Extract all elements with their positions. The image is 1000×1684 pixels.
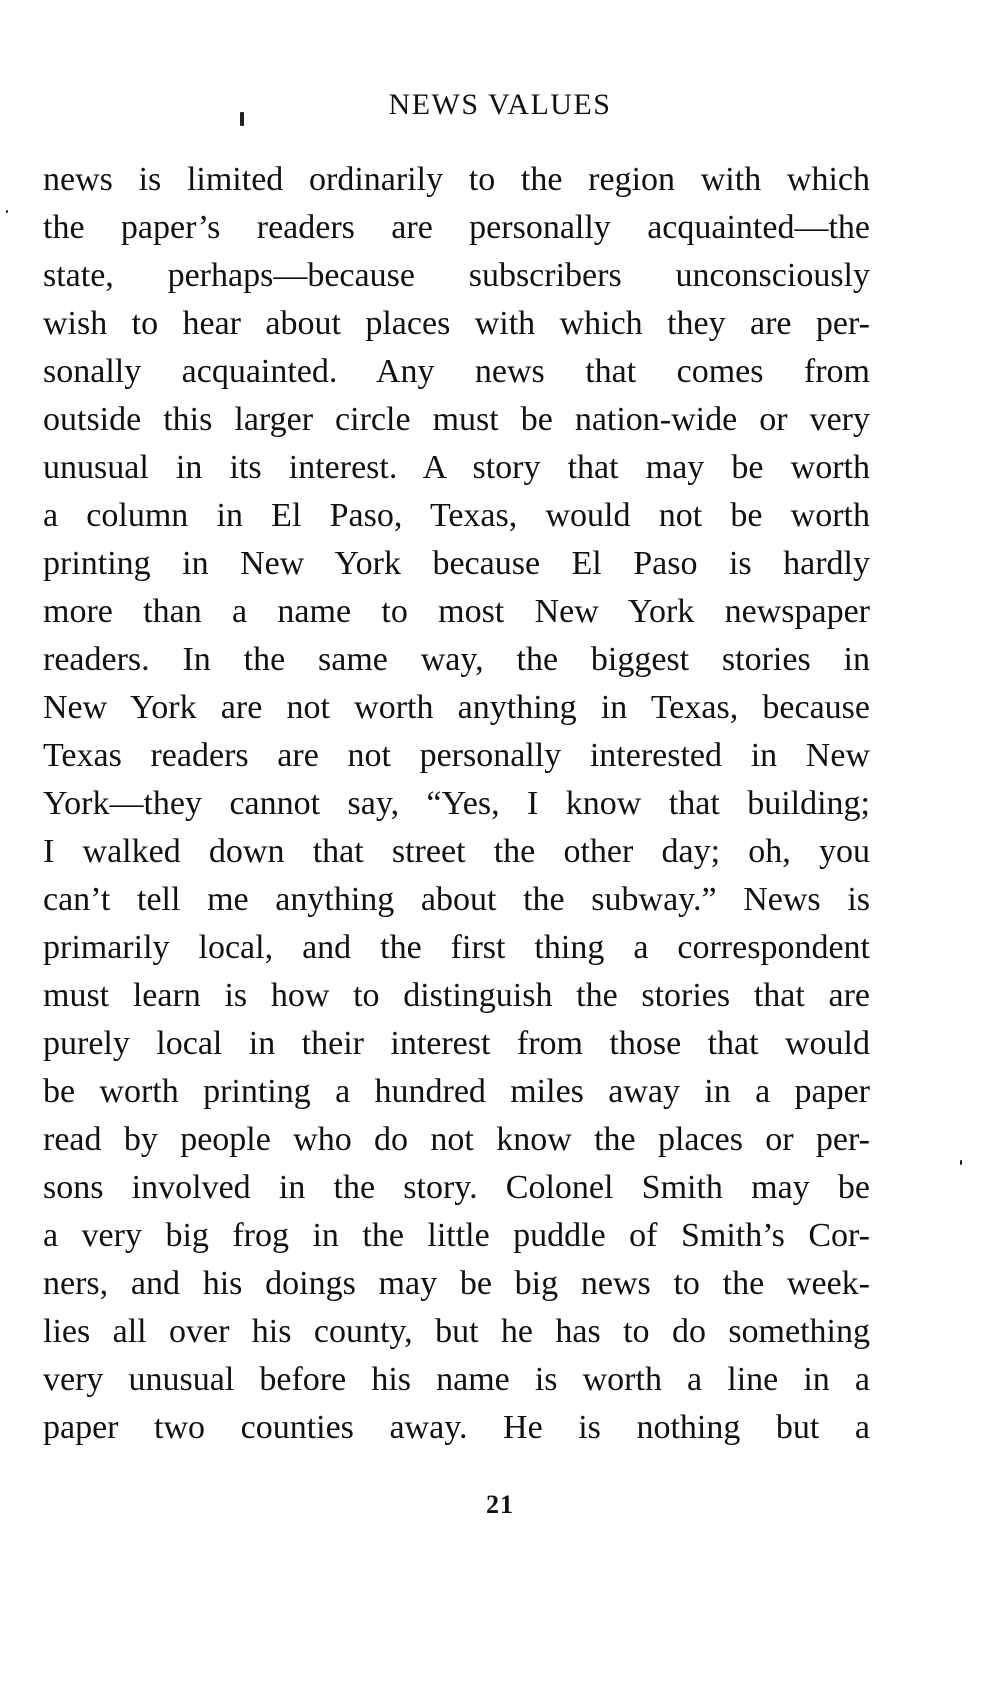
text-line: I walked down that street the other day; oh, you [43, 833, 870, 870]
text-line: state, perhaps—because subscribers unconsciously [43, 257, 870, 294]
body-text [43, 156, 870, 1452]
text-line: readers. In the same way, the biggest stories in [43, 641, 870, 678]
text-line: New York are not worth anything in Texas, because [43, 689, 870, 726]
text-line: very unusual before his name is worth a line in a [43, 1361, 870, 1398]
text-line: sons involved in the story. Colonel Smith may be [43, 1169, 870, 1206]
text-line: be worth printing a hundred miles away in a paper [43, 1073, 870, 1110]
text-line: a very big frog in the little puddle of Smith’s Cor- [43, 1217, 870, 1254]
text-line: wish to hear about places with which they are per- [43, 305, 870, 342]
running-head: NEWS VALUES [388, 88, 612, 121]
text-line: the paper’s readers are personally acquainted—the [43, 209, 870, 246]
text-line: more than a name to most New York newspaper [43, 593, 870, 630]
text-line: outside this larger circle must be nation-wide or very [43, 401, 870, 438]
text-line: York—they cannot say, “Yes, I know that building; [43, 785, 870, 822]
text-line: read by people who do not know the places or per- [43, 1121, 870, 1158]
page-number: 21 [486, 1490, 514, 1519]
text-line: primarily local, and the first thing a correspondent [43, 929, 870, 966]
ink-speck-mark [6, 210, 8, 213]
text-line: Texas readers are not personally interested in New [43, 737, 870, 774]
text-line: lies all over his county, but he has to do something [43, 1313, 870, 1350]
text-line: ners, and his doings may be big news to the week- [43, 1265, 870, 1302]
ink-speck-mark [240, 112, 244, 126]
ink-speck-mark [960, 1160, 962, 1165]
text-line: purely local in their interest from those that would [43, 1025, 870, 1062]
text-line: unusual in its interest. A story that may be worth [43, 449, 870, 486]
text-line: paper two counties away. He is nothing but a [43, 1409, 870, 1446]
text-line: must learn is how to distinguish the stories that are [43, 977, 870, 1014]
text-line: news is limited ordinarily to the region with which [43, 161, 870, 198]
text-line: printing in New York because El Paso is hardly [43, 545, 870, 582]
text-line: a column in El Paso, Texas, would not be worth [43, 497, 870, 534]
text-line: can’t tell me anything about the subway.” News is [43, 881, 870, 918]
text-line: sonally acquainted. Any news that comes from [43, 353, 870, 390]
